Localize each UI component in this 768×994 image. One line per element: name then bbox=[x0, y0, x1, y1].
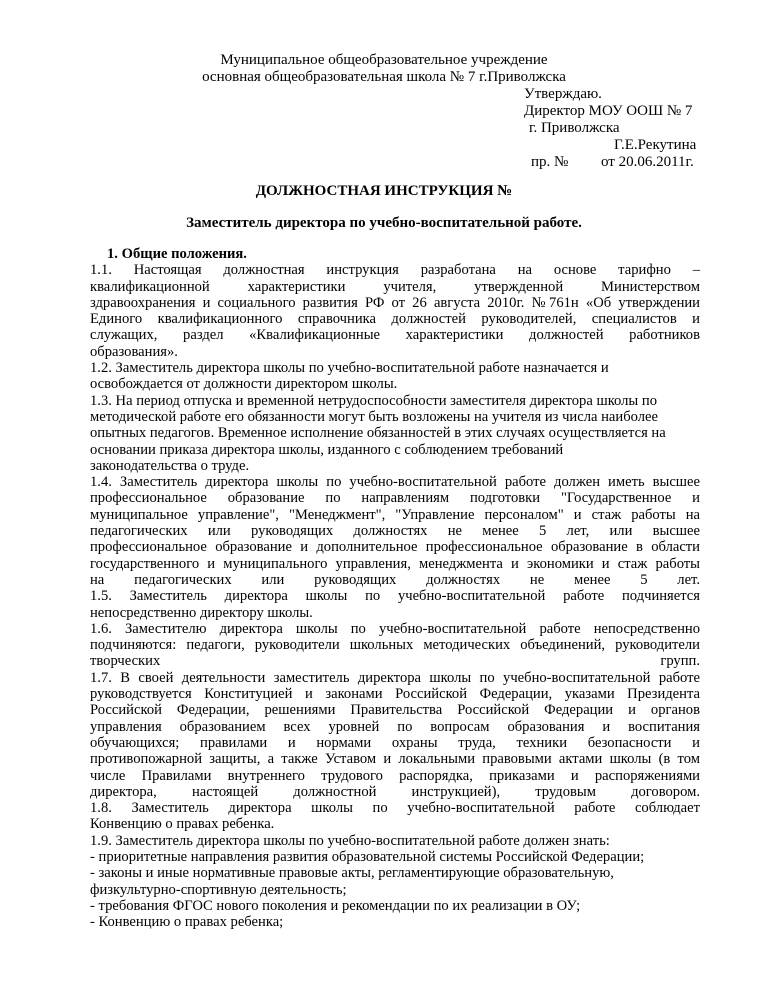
text-line: служащих, раздел «Квалификационные характеристики должностей работников bbox=[90, 327, 700, 344]
text-line: управления образованием всех уровней по вопросам образования и воспитания bbox=[90, 718, 700, 735]
text-line: 1.6. Заместителю директора школы по учебно-воспитательной работе непосредственно bbox=[90, 620, 700, 637]
text-line: обучающихся; правилами и нормами охраны труда, техники безопасности и bbox=[90, 734, 700, 751]
text-line: директора, настоящей должностной инструкцией), трудовым договором. bbox=[90, 783, 700, 800]
text-line: муниципальное управление", "Менеджмент", "Управление персоналом" и стаж работы на bbox=[90, 506, 700, 523]
text-line: Конвенцию о правах ребенка. bbox=[90, 816, 275, 833]
text-line: на педагогических или руководящих должностях не менее 5 лет. bbox=[90, 571, 700, 588]
approval-order-date: от 20.06.2011г. bbox=[601, 154, 694, 170]
text-line: Российской Федерации, решениями Правительства Российской Федерации и органов bbox=[90, 702, 700, 719]
text-line: 1.5. Заместитель директора школы по учебно-воспитательной работе подчиняется bbox=[90, 588, 700, 605]
text-line: основании приказа директора школы, изданного с соблюдением требований bbox=[90, 441, 564, 458]
text-line: физкультурно-спортивную деятельность; bbox=[90, 881, 347, 898]
list-item: - требования ФГОС нового поколения и рекомендации по их реализации в ОУ; bbox=[90, 897, 581, 914]
text-line: Единого квалификационного справочника должностей руководителей, специалистов и bbox=[90, 311, 700, 328]
approval-approve: Утверждаю. bbox=[524, 86, 602, 102]
text-line: методической работе его обязанности могут быть возложены на учителя из числа наиболее bbox=[90, 408, 658, 425]
text-line: руководствуется Конституцией и законами Российской Федерации, указами Президента bbox=[90, 686, 700, 703]
approval-order-number: пр. № bbox=[531, 154, 569, 170]
text-line: здравоохранения и социального развития РФ от 26 августа 2010г. №761н «Об утверждении bbox=[90, 294, 700, 311]
text-line: опытных педагогов. Временное исполнение обязанностей в этих случаях осуществляется на bbox=[90, 425, 666, 442]
org-name-line-1: Муниципальное общеобразовательное учреждение bbox=[220, 52, 548, 68]
document-title: ДОЛЖНОСТНАЯ ИНСТРУКЦИЯ № bbox=[255, 183, 513, 199]
approval-city: г. Приволжска bbox=[529, 120, 620, 136]
document-subtitle: Заместитель директора по учебно-воспитательной работе. bbox=[186, 215, 582, 231]
text-line: педагогических или руководящих должностях не менее 5 лет, или высшее bbox=[90, 523, 700, 540]
list-item: - законы и иные нормативные правовые акты, регламентирующие образовательную, bbox=[90, 865, 614, 882]
text-line: 1.9. Заместитель директора школы по учебно-воспитательной работе должен знать: bbox=[90, 832, 610, 849]
text-line: профессиональное образование и дополнительное профессиональное образование в области bbox=[90, 539, 700, 556]
text-line: противопожарной защиты, а также Уставом и локальными правовыми актами школы (в том bbox=[90, 751, 700, 768]
section-heading: 1. Общие положения. bbox=[107, 246, 247, 262]
approval-director: Директор МОУ ООШ № 7 bbox=[524, 103, 693, 119]
text-fragment: групп. bbox=[660, 653, 700, 670]
approval-signatory-name: Г.Е.Рекутина bbox=[614, 137, 697, 153]
text-line: государственного и муниципального управления, менеджмента и экономики и стаж работы bbox=[90, 555, 700, 572]
text-line: 1.2. Заместитель директора школы по учебно-воспитательной работе назначается и bbox=[90, 360, 609, 377]
text-line: квалификационной характеристики учителя, утвержденной Министерством bbox=[90, 278, 700, 295]
text-line: 1.1. Настоящая должностная инструкция разработана на основе тарифно – bbox=[90, 262, 700, 279]
text-line: 1.7. В своей деятельности заместитель директора школы по учебно-воспитательной работе bbox=[90, 669, 700, 686]
text-line: законодательства о труде. bbox=[90, 457, 250, 474]
text-line: числе Правилами внутреннего трудового распорядка, приказами и распоряжениями bbox=[90, 767, 700, 784]
list-item: - приоритетные направления развития образовательной системы Российской Федерации; bbox=[90, 848, 645, 865]
text-line: подчиняются: педагоги, руководители школьных методических объединений, руководители bbox=[90, 637, 700, 654]
text-line: непосредственно директору школы. bbox=[90, 604, 313, 621]
org-name-line-2: основная общеобразовательная школа № 7 г.Приволжска bbox=[202, 69, 566, 85]
list-item: - Конвенцию о правах ребенка; bbox=[90, 914, 284, 931]
text-line: освобождается от должности директором школы. bbox=[90, 376, 398, 393]
text-line: профессиональное образование по направлениям подготовки "Государственное и bbox=[90, 490, 700, 507]
text-line: 1.3. На период отпуска и временной нетрудоспособности заместителя директора школы по bbox=[90, 392, 657, 409]
text-line-split bbox=[90, 653, 700, 669]
document-body bbox=[90, 246, 700, 930]
text-line: 1.8. Заместитель директора школы по учебно-воспитательной работе соблюдает bbox=[90, 800, 700, 817]
text-line: образования». bbox=[90, 343, 178, 360]
text-fragment: творческих bbox=[90, 653, 161, 670]
text-line: 1.4. Заместитель директора школы по учебно-воспитательной работе должен иметь высшее bbox=[90, 474, 700, 491]
